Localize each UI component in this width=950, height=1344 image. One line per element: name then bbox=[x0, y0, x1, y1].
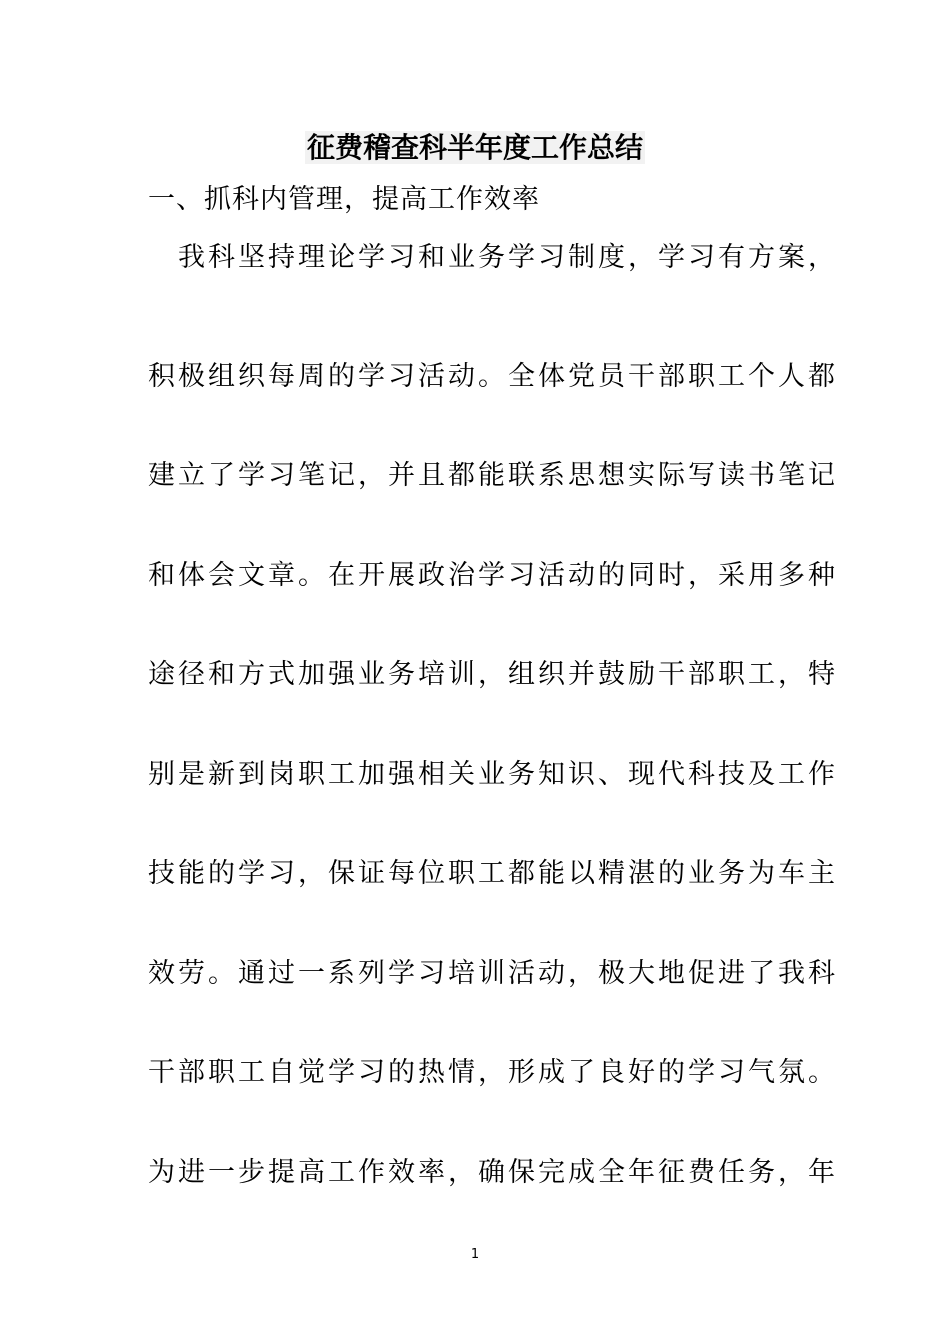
body-line: 积极组织每周的学习活动。全体党员干部职工个人都 bbox=[148, 361, 838, 392]
body-line: 干部职工自觉学习的热情，形成了良好的学习气氛。 bbox=[148, 1057, 838, 1088]
body-line: 为进一步提高工作效率，确保完成全年征费任务，年 bbox=[148, 1157, 838, 1188]
page-number: 1 bbox=[470, 1247, 480, 1262]
body-line: 和体会文章。在开展政治学习活动的同时，采用多种 bbox=[148, 560, 838, 591]
document-title bbox=[0, 128, 950, 168]
body-line: 途径和方式加强业务培训，组织并鼓励干部职工，特 bbox=[148, 659, 838, 690]
body-line: 别是新到岗职工加强相关业务知识、现代科技及工作 bbox=[148, 759, 838, 790]
section-heading: 一、抓科内管理，提高工作效率 bbox=[148, 184, 540, 215]
body-line: 建立了学习笔记，并且都能联系思想实际写读书笔记 bbox=[148, 460, 838, 491]
document-title-text: 征费稽查科半年度工作总结 bbox=[306, 131, 643, 164]
body-line: 我科坚持理论学习和业务学习制度，学习有方案， bbox=[148, 242, 838, 273]
body-line: 效劳。通过一系列学习培训活动，极大地促进了我科 bbox=[148, 958, 838, 989]
body-line: 技能的学习，保证每位职工都能以精湛的业务为车主 bbox=[148, 858, 838, 889]
